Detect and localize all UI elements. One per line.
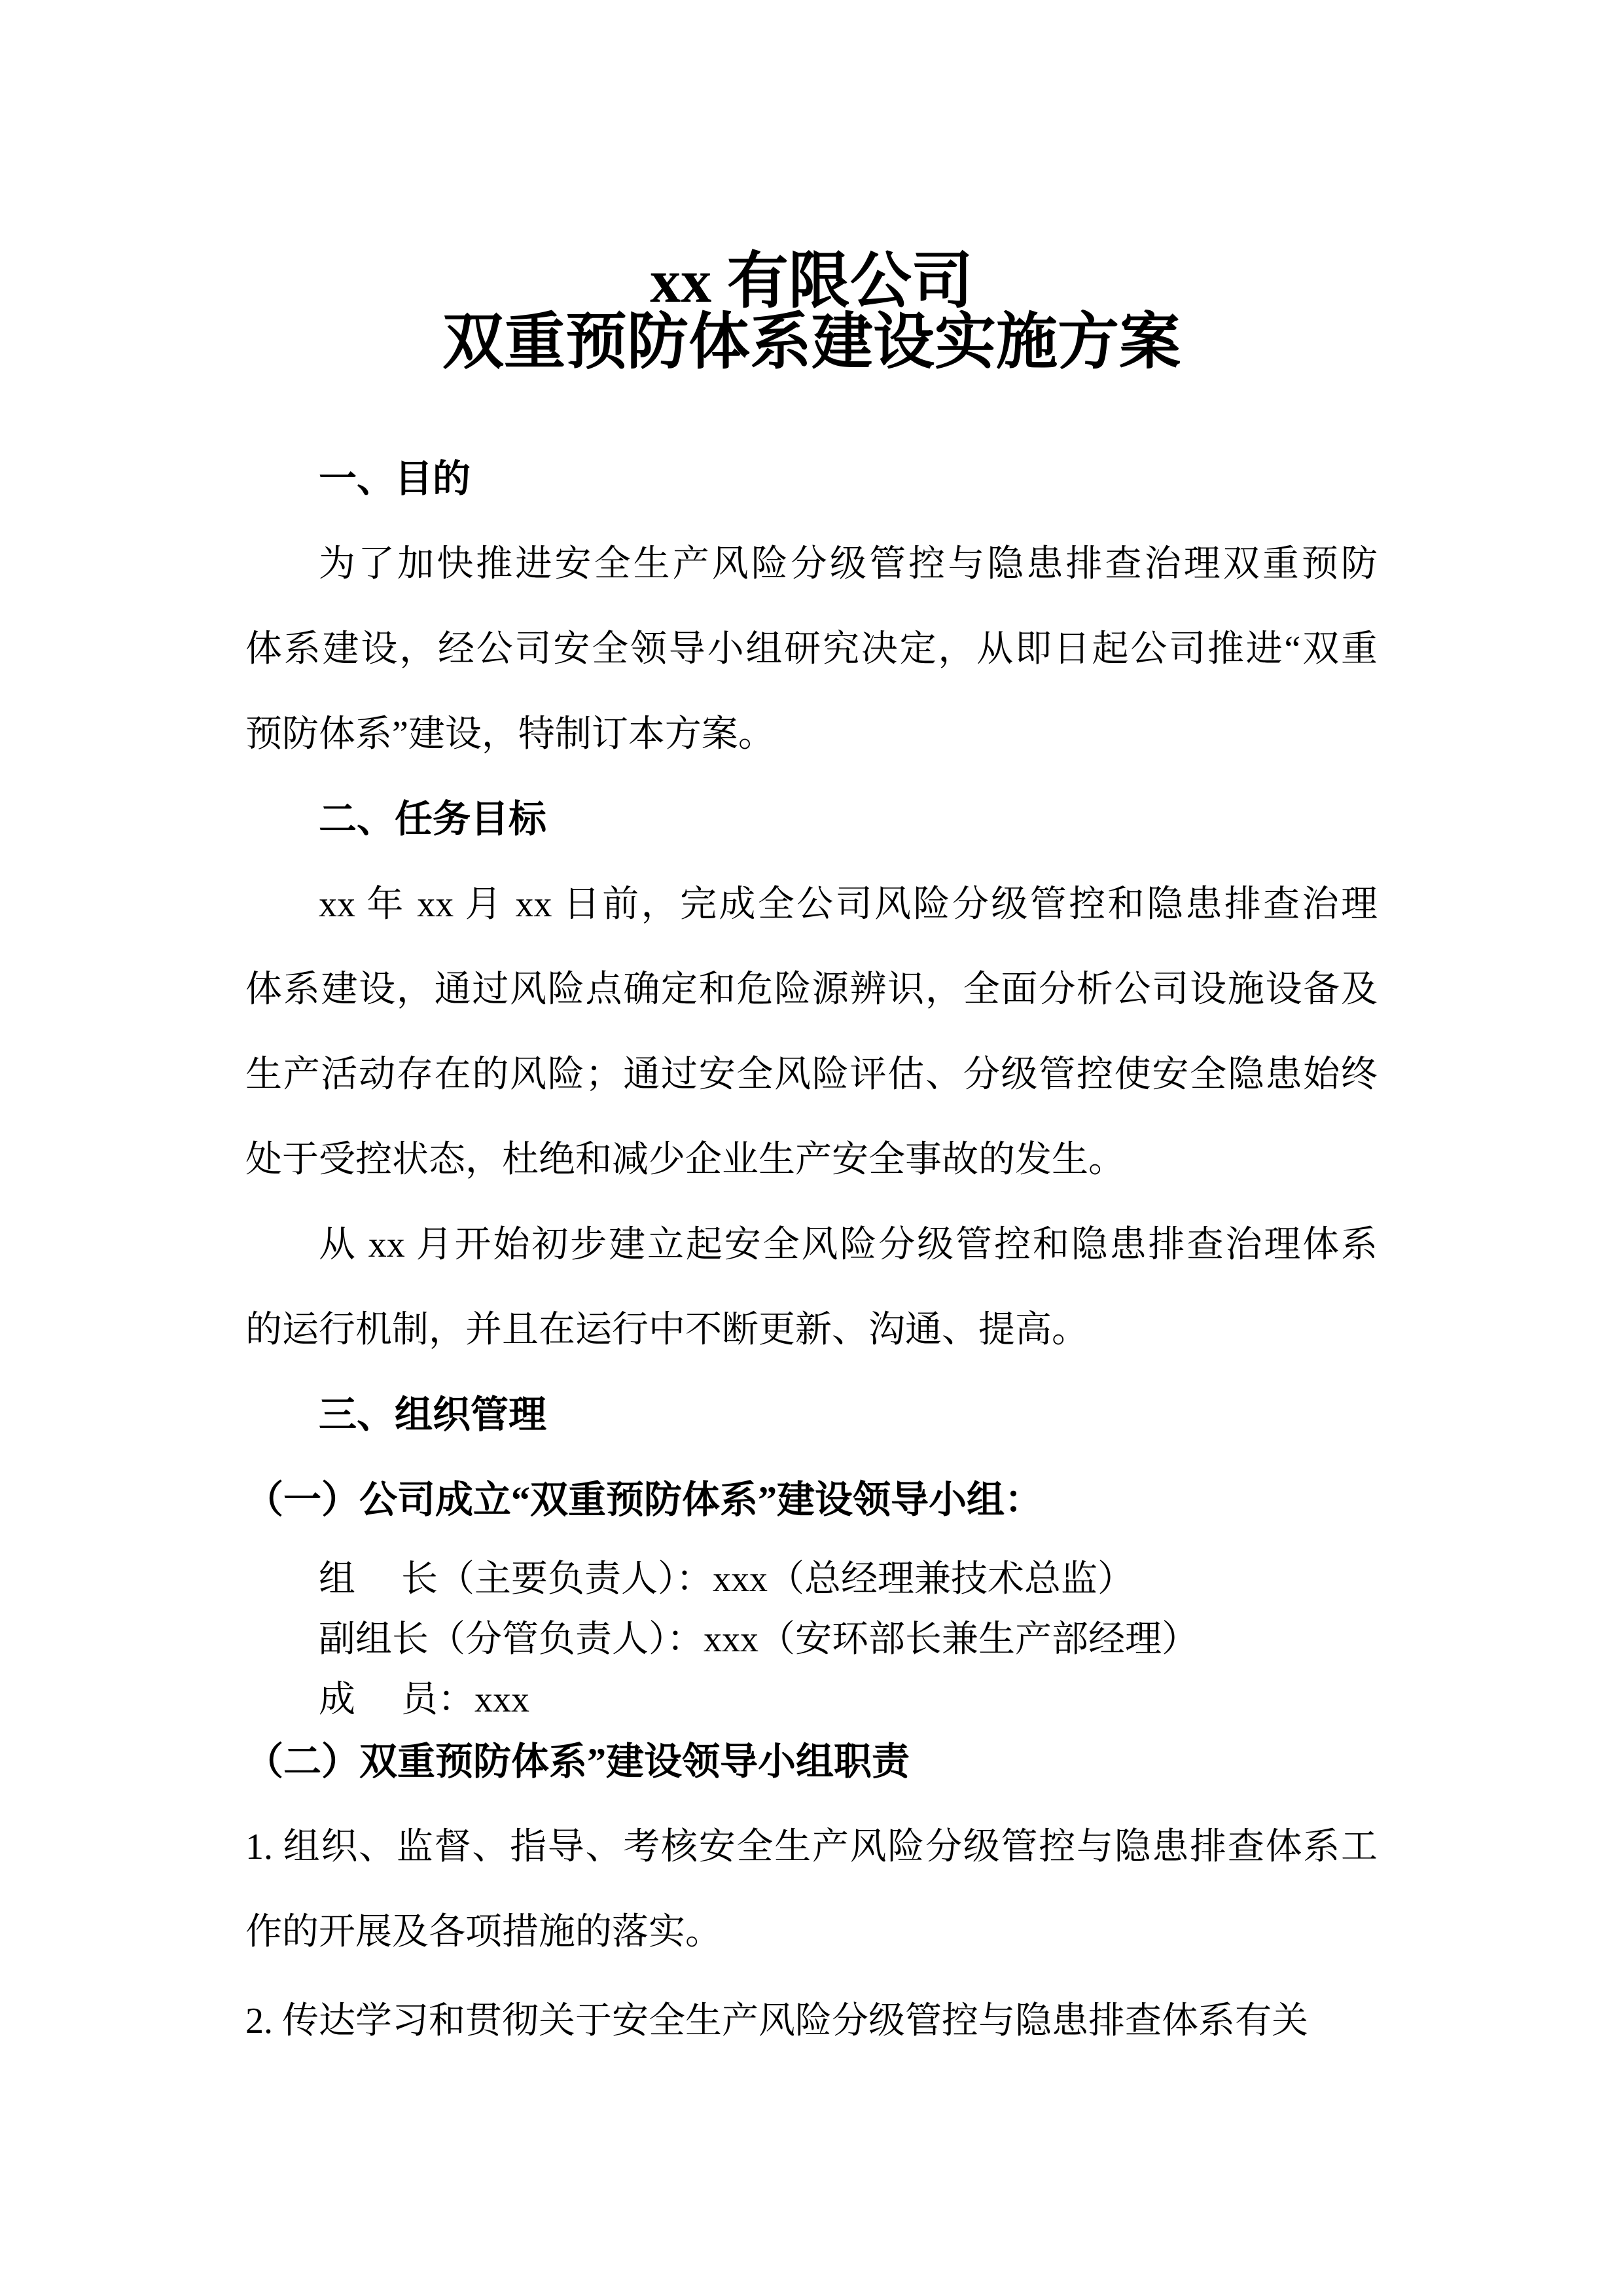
text-line: 体系建设，通过风险点确定和危险源辨识，全面分析公司设施设备及 — [245, 969, 1378, 1010]
text-line: xx 年 xx 月 xx 日前，完成全公司风险分级管控和隐患排查治理 — [319, 884, 1378, 925]
document-title — [245, 247, 1378, 376]
leading-group-members — [245, 1549, 1378, 1730]
text-line: 为了加快推进安全生产风险分级管控与隐患排查治理双重预防 — [319, 544, 1378, 584]
paragraph-purpose — [245, 522, 1378, 777]
text-line: 生产活动存在的风险；通过安全风险评估、分级管控使安全隐患始终 — [245, 1054, 1378, 1095]
paragraph-duty-1 — [245, 1804, 1378, 1975]
paragraph-task-deadline — [245, 862, 1378, 1202]
text-line: 从 xx 月开始初步建立起安全风险分级管控和隐患排查治理体系 — [319, 1225, 1378, 1265]
heading-organization: 三、组织管理 — [319, 1393, 547, 1436]
member-line-deputy: 副组长（分管负责人）：xxx（安环部长兼生产部经理） — [319, 1619, 1198, 1660]
paragraph-task-mechanism — [245, 1202, 1378, 1372]
text-line: 的运行机制，并且在运行中不断更新、沟通、提高。 — [245, 1310, 1088, 1350]
text-line: 处于受控状态，杜绝和减少企业生产安全事故的发生。 — [245, 1139, 1125, 1180]
heading-task-targets: 二、任务目标 — [319, 798, 547, 840]
title-line-plan: 双重预防体系建设实施方案 — [442, 308, 1181, 376]
title-line-company: xx 有限公司 — [650, 247, 973, 315]
member-line-members: 成 员：xxx — [319, 1679, 529, 1720]
text-line: 作的开展及各项措施的落实。 — [245, 1912, 722, 1952]
paragraph-duty-2 — [245, 1979, 1378, 2064]
text-line: 2. 传达学习和贯彻关于安全生产风险分级管控与隐患排查体系有关 — [245, 2001, 1308, 2041]
heading-leading-group: （一）公司成立“双重预防体系”建设领导小组： — [245, 1479, 1043, 1521]
text-line: 体系建设，经公司安全领导小组研究决定，从即日起公司推进“双重 — [245, 629, 1378, 670]
text-line: 预防体系”建设，特制订本方案。 — [245, 714, 775, 755]
text-line: 1. 组织、监督、指导、考核安全生产风险分级管控与隐患排查体系工 — [245, 1827, 1378, 1867]
heading-purpose: 一、目的 — [319, 457, 471, 500]
heading-group-duties: （二）双重预防体系”建设领导小组职责 — [245, 1740, 910, 1783]
member-line-leader: 组 长（主要负责人）：xxx（总经理兼技术总监） — [319, 1559, 1134, 1600]
